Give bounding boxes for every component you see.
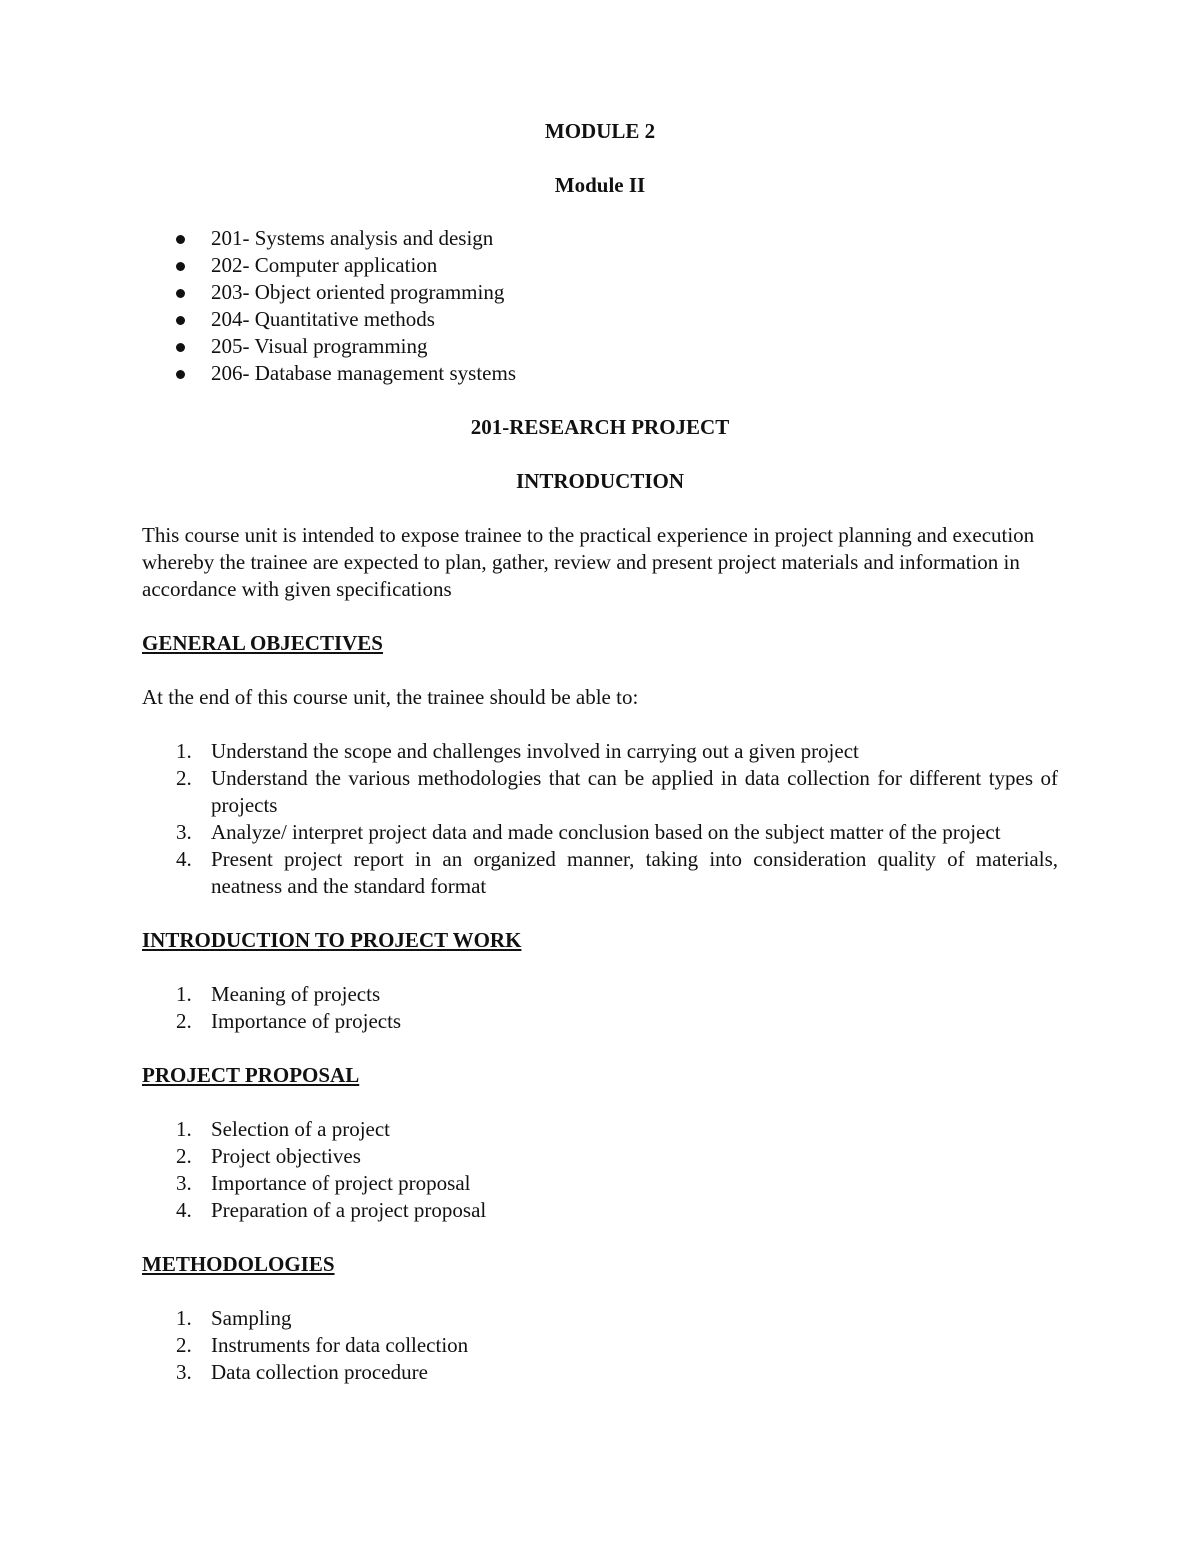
bullet-icon — [176, 289, 185, 298]
list-item: 2. Instruments for data collection — [176, 1333, 469, 1357]
list-item: 3. Analyze/ interpret project data and made conclusion based on the subject matter of the project — [176, 820, 1001, 844]
list-item: 1. Selection of a project — [176, 1117, 391, 1141]
introduction-heading: INTRODUCTION — [515, 469, 685, 493]
general-objectives-heading: GENERAL OBJECTIVES — [142, 631, 383, 655]
document-page — [142, 118, 1058, 1386]
list-item: 2. Importance of projects — [176, 1009, 402, 1033]
list-item: 205- Visual programming — [142, 333, 1058, 360]
module-subtitle: Module II — [554, 173, 646, 197]
bullet-icon — [176, 316, 185, 325]
project-proposal-list — [142, 1116, 1058, 1224]
research-project-title: 201-RESEARCH PROJECT — [470, 415, 730, 439]
introduction-paragraph: This course unit is intended to expose trainee to the practical experience in project planning and execution whereby the trainee are expected to plan, gather, review and present project materials and information in accordance with given specifications — [142, 523, 1035, 601]
bullet-icon — [176, 370, 185, 379]
list-item: 2. Understand the various methodologies that can be applied in data collection for different types of projects — [176, 766, 1058, 817]
list-item: 1. Sampling — [176, 1306, 292, 1330]
general-objectives-list — [142, 738, 1058, 900]
methodologies-heading: METHODOLOGIES — [142, 1252, 335, 1276]
module-title: MODULE 2 — [544, 119, 656, 143]
list-item: 1. Understand the scope and challenges involved in carrying out a given project — [176, 739, 859, 763]
bullet-icon — [176, 262, 185, 271]
intro-project-work-list — [142, 981, 1058, 1035]
list-item: 201- Systems analysis and design — [142, 225, 1058, 252]
list-item: 4. Present project report in an organized manner, taking into consideration quality of materials, neatness and the standard format — [176, 847, 1058, 898]
list-item: 1. Meaning of projects — [176, 982, 381, 1006]
intro-project-work-heading: INTRODUCTION TO PROJECT WORK — [142, 928, 522, 952]
bullet-icon — [176, 343, 185, 352]
list-item: 203- Object oriented programming — [142, 279, 1058, 306]
bullet-icon — [176, 235, 185, 244]
list-item: 206- Database management systems — [142, 360, 1058, 387]
methodologies-list — [142, 1305, 1058, 1386]
list-item: 204- Quantitative methods — [142, 306, 1058, 333]
project-proposal-heading: PROJECT PROPOSAL — [142, 1063, 360, 1087]
list-item: 4. Preparation of a project proposal — [176, 1198, 487, 1222]
list-item: 2. Project objectives — [176, 1144, 361, 1168]
general-objectives-lead: At the end of this course unit, the trainee should be able to: — [142, 685, 639, 709]
module-list — [142, 225, 1058, 387]
list-item: 3. Data collection procedure — [176, 1360, 428, 1384]
list-item: 202- Computer application — [142, 252, 1058, 279]
list-item: 3. Importance of project proposal — [176, 1171, 471, 1195]
